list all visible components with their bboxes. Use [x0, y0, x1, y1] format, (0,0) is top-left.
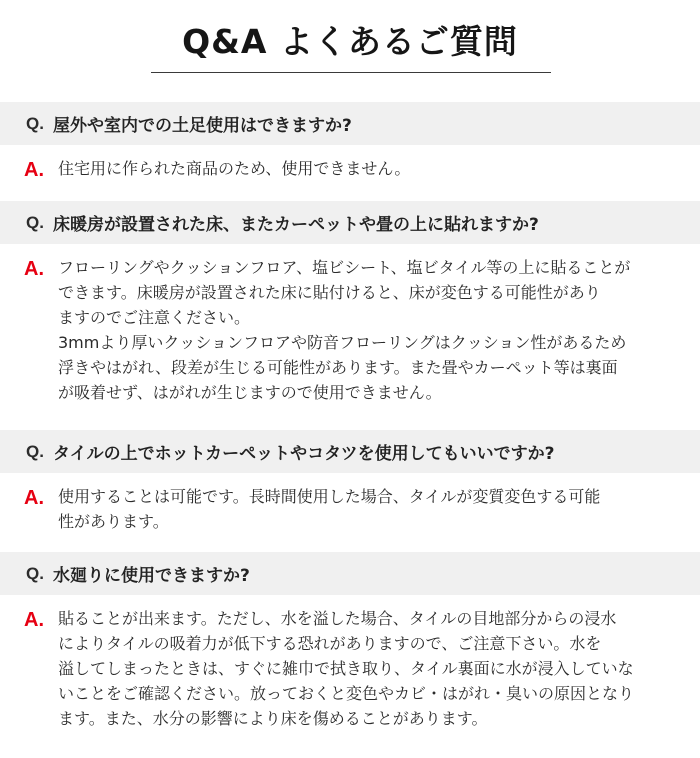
qa-item	[0, 201, 700, 405]
question-bar	[0, 552, 700, 595]
question-text: 床暖房が設置された床、またカーペットや畳の上に貼れますか?	[52, 215, 539, 235]
answer-line: 3mmより厚いクッションフロアや防音フローリングはクッション性があるため	[58, 333, 627, 352]
answer-block	[0, 156, 700, 181]
answer-label: A.	[24, 258, 44, 280]
answer-line: ますのでご注意ください。	[58, 308, 251, 327]
answer-block	[0, 484, 700, 534]
question-label: Q.	[26, 212, 44, 232]
answer-label: A.	[24, 609, 44, 631]
answer-block	[0, 606, 700, 731]
answer-line: ます。また、水分の影響により床を傷めることがあります。	[58, 709, 488, 728]
page-title: Q&A よくあるご質問	[182, 22, 518, 61]
title-divider	[151, 72, 551, 73]
answer-line: 性があります。	[58, 512, 169, 531]
answer-line: によりタイルの吸着力が低下する恐れがありますので、ご注意下さい。水を	[58, 634, 602, 653]
question-bar	[0, 102, 700, 145]
answer-line: いことをご確認ください。放っておくと変色やカビ・はがれ・臭いの原因となり	[58, 684, 635, 703]
question-label: Q.	[26, 563, 44, 583]
question-bar	[0, 430, 700, 473]
answer-line: できます。床暖房が設置された床に貼付けると、床が変色する可能性があり	[58, 283, 601, 302]
question-label: Q.	[26, 113, 44, 133]
answer-line: が吸着せず、はがれが生じますので使用できません。	[58, 383, 442, 402]
question-label: Q.	[26, 441, 44, 461]
answer-line: 住宅用に作られた商品のため、使用できません。	[58, 159, 411, 178]
qa-item	[0, 102, 700, 181]
answer-label: A.	[24, 487, 44, 509]
qa-item	[0, 552, 700, 731]
question-text: 屋外や室内での土足使用はできますか?	[52, 116, 352, 136]
answer-line: 溢してしまったときは、すぐに雑巾で拭き取り、タイル裏面に水が浸入していな	[58, 659, 634, 678]
answer-label: A.	[24, 159, 44, 181]
answer-line: 浮きやはがれ、段差が生じる可能性があります。また畳やカーペット等は裏面	[58, 358, 618, 377]
answer-line: 貼ることが出来ます。ただし、水を溢した場合、タイルの目地部分からの浸水	[58, 609, 617, 628]
question-bar	[0, 201, 700, 244]
answer-line: 使用することは可能です。長時間使用した場合、タイルが変質変色する可能	[58, 487, 601, 506]
question-text: 水廻りに使用できますか?	[52, 566, 250, 586]
question-text: タイルの上でホットカーペットやコタツを使用してもいいですか?	[52, 444, 555, 464]
answer-block	[0, 255, 700, 405]
answer-line: フローリングやクッションフロア、塩ビシート、塩ビタイル等の上に貼ることが	[58, 258, 631, 277]
qa-item	[0, 430, 700, 534]
